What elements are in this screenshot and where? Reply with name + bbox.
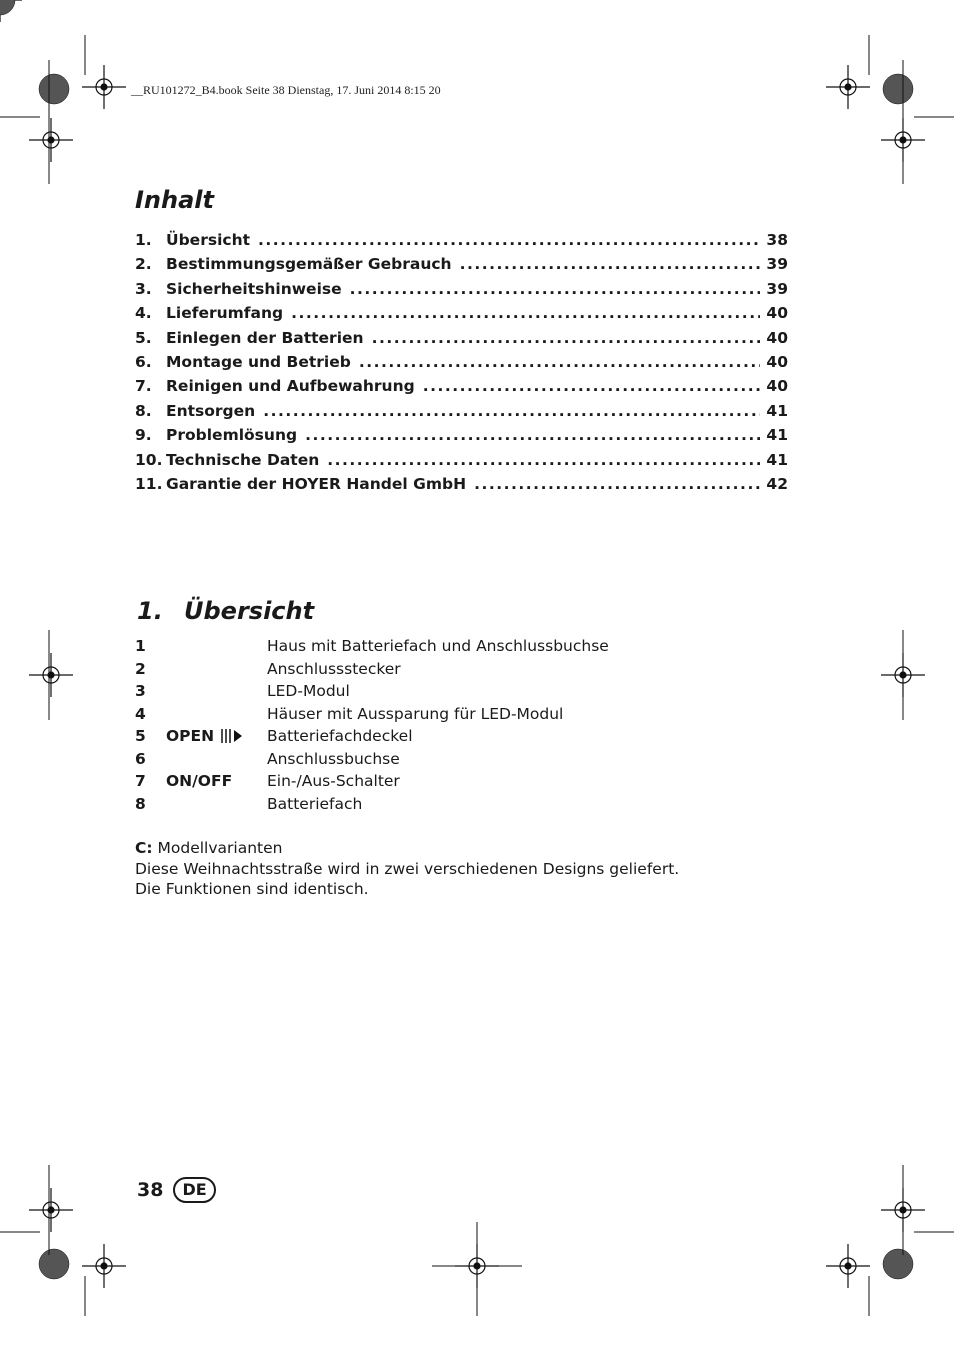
toc-entry-number: 6. [135, 352, 152, 371]
part-item [135, 772, 609, 795]
parts-list [135, 637, 609, 817]
part-item [135, 637, 609, 660]
part-description: Häuser mit Aussparung für LED-Modul [267, 704, 564, 723]
toc-entry[interactable] [135, 426, 788, 450]
part-description: Haus mit Batteriefach und Anschlussbuchse [267, 637, 609, 655]
section-heading [137, 597, 314, 625]
toc-entry[interactable] [135, 280, 788, 304]
toc-entry-title: Reinigen und Aufbewahrung [166, 377, 415, 396]
toc-entry-title: Bestimmungsgemäßer Gebrauch [166, 255, 452, 274]
toc-entry[interactable] [135, 255, 788, 279]
toc-leader-dots [474, 475, 760, 493]
toc-entry-number: 2. [135, 255, 152, 274]
toc-entry[interactable] [135, 475, 788, 499]
toc-entry-page: 42 [766, 474, 788, 493]
toc-entry-page: 39 [766, 255, 788, 274]
part-description: Batteriefachdeckel [267, 727, 413, 745]
part-number: 3 [135, 682, 146, 700]
toc-entry-page: 40 [766, 328, 788, 347]
toc-entry-title: Übersicht [166, 231, 251, 249]
toc-leader-dots [291, 304, 760, 322]
note-line: Diese Weihnachtsstraße wird in zwei verschiedenen Designs geliefert. [135, 859, 680, 878]
toc-entry-title: Einlegen der Batterien [166, 328, 364, 347]
toc-leader-dots [263, 402, 760, 420]
toc-entry-page: 38 [766, 231, 788, 249]
toc-entry[interactable] [135, 353, 788, 377]
note-line: Die Funktionen sind identisch. [135, 880, 369, 898]
toc-leader-dots [305, 426, 760, 444]
toc-entry-page: 40 [766, 377, 788, 396]
table-of-contents [135, 231, 788, 499]
part-description: Ein-/Aus-Schalter [267, 772, 400, 790]
toc-leader-dots [258, 231, 760, 249]
toc-entry-title: Sicherheitshinweise [166, 279, 342, 298]
toc-entry-number: 10. [135, 450, 163, 469]
toc-entry[interactable] [135, 402, 788, 426]
toc-leader-dots [423, 377, 761, 395]
part-description: Anschlussstecker [267, 659, 401, 678]
toc-entry-number: 4. [135, 304, 152, 323]
note-label-text: Modellvarianten [157, 839, 283, 857]
part-number: 1 [135, 637, 146, 655]
toc-entry-page: 40 [766, 304, 788, 323]
toc-leader-dots [372, 329, 761, 347]
part-number: 2 [135, 659, 146, 678]
part-key-label: ON/OFF [166, 772, 233, 790]
part-description: LED-Modul [267, 682, 350, 700]
section-title: Übersicht [184, 597, 315, 625]
toc-entry[interactable] [135, 377, 788, 401]
toc-entry[interactable] [135, 231, 788, 255]
toc-entry-title: Technische Daten [166, 450, 320, 469]
toc-entry-number: 8. [135, 401, 152, 420]
toc-leader-dots [327, 451, 760, 469]
part-number: 6 [135, 749, 146, 768]
toc-entry[interactable] [135, 451, 788, 475]
toc-entry-page: 40 [766, 352, 788, 371]
part-number: 8 [135, 794, 146, 813]
toc-entry-number: 9. [135, 426, 152, 445]
model-variants-note [135, 838, 679, 900]
toc-entry-page: 41 [766, 426, 788, 445]
part-number: 5 [135, 727, 146, 745]
toc-entry[interactable] [135, 304, 788, 328]
toc-entry-page: 41 [766, 401, 788, 420]
part-number: 4 [135, 704, 146, 723]
part-description: Anschlussbuchse [267, 749, 400, 768]
toc-entry-title: Problemlösung [166, 426, 298, 445]
part-item [135, 727, 609, 750]
part-description: Batteriefach [267, 794, 363, 813]
toc-entry-title: Lieferumfang [166, 304, 284, 323]
toc-entry-title: Entsorgen [166, 401, 256, 420]
toc-entry-number: 1. [135, 231, 152, 249]
toc-entry[interactable] [135, 329, 788, 353]
open-arrow-icon [220, 728, 244, 744]
toc-leader-dots [359, 353, 761, 371]
part-item [135, 682, 609, 705]
page-number: 38 [137, 1179, 164, 1201]
print-file-header: __RU101272_B4.book Seite 38 Dienstag, 17. Juni 2014 8:15 20 [131, 83, 441, 97]
toc-entry-page: 39 [766, 279, 788, 298]
section-number: 1. [137, 597, 163, 625]
part-key-label: OPEN [166, 727, 215, 745]
toc-entry-title: Montage und Betrieb [166, 352, 351, 371]
toc-entry-number: 3. [135, 279, 152, 298]
toc-leader-dots [460, 255, 761, 273]
part-item [135, 705, 609, 728]
toc-entry-page: 41 [766, 450, 788, 469]
part-key [166, 727, 267, 745]
part-item [135, 750, 609, 773]
toc-entry-title: Garantie der HOYER Handel GmbH [166, 474, 467, 493]
toc-entry-number: 5. [135, 328, 152, 347]
language-badge: DE [173, 1177, 215, 1203]
part-item [135, 795, 609, 818]
toc-leader-dots [350, 280, 761, 298]
toc-entry-number: 11. [135, 474, 163, 493]
part-number: 7 [135, 772, 146, 790]
note-label: C: [135, 839, 153, 857]
toc-heading: Inhalt [135, 186, 214, 214]
page-footer [137, 1177, 216, 1203]
part-item [135, 660, 609, 683]
toc-entry-number: 7. [135, 377, 152, 396]
